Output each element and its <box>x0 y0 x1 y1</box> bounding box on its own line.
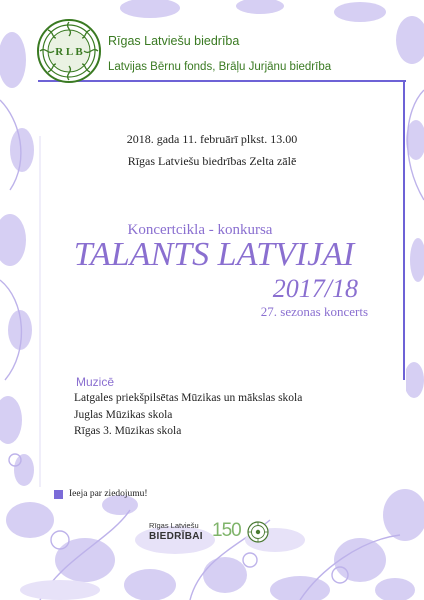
event-venue: Rīgas Latviešu biedrības Zelta zālē <box>127 154 297 168</box>
season-concert-number: 27. sezonas koncerts <box>260 304 368 319</box>
concert-title: TALANTS LATVIJAI <box>73 236 355 273</box>
logo-letters: R L B <box>55 46 83 58</box>
anniversary-logo <box>149 520 273 548</box>
entry-note-text: Ieeja par ziedojumu! <box>69 489 148 499</box>
performer-school: Rīgas 3. Mūzikas skola <box>74 425 182 437</box>
square-bullet-icon <box>54 490 63 499</box>
performers-heading: Muzicē <box>76 375 115 389</box>
entry-note <box>54 489 148 499</box>
season-years: 2017/18 <box>272 274 358 303</box>
partner-organizations: Latvijas Bērnu fonds, Brāļu Jurjānu biedrība <box>108 61 332 73</box>
concert-series-label: Koncertcikla - konkursa <box>127 222 273 238</box>
anniversary-emblem-icon <box>247 521 269 543</box>
anniversary-number: 150 <box>212 520 241 541</box>
anniversary-logo-line1: Rīgas Latviešu <box>149 521 199 530</box>
performers-list <box>74 392 302 442</box>
performer-school: Juglas Mūzikas skola <box>74 408 173 421</box>
organization-logo-icon <box>36 18 102 84</box>
event-date-time: 2018. gada 11. februārī plkst. 13.00 <box>126 132 298 146</box>
performer-school: Latgales priekšpilsētas Mūzikas un mākslas skola <box>74 392 303 404</box>
organization-name: Rīgas Latviešu biedrība <box>108 34 240 48</box>
anniversary-logo-line2: BIEDRĪBAI <box>149 531 203 542</box>
